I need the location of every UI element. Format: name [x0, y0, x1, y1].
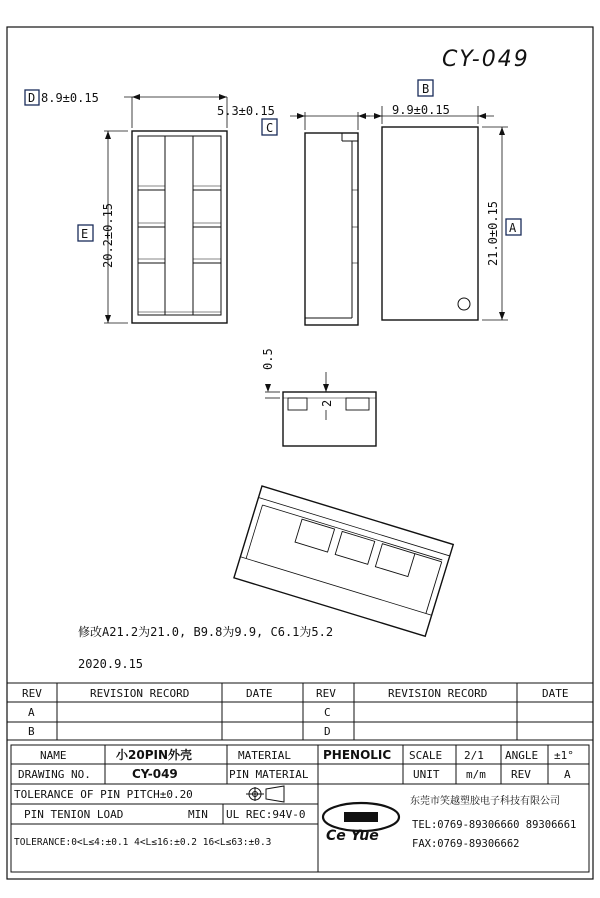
angle-label: ANGLE [505, 749, 539, 762]
dim-e [78, 131, 128, 323]
pin-material-label: PIN MATERIAL [229, 768, 309, 781]
drawing-title: CY-049 [442, 47, 530, 72]
rev-row-b: B [28, 725, 35, 738]
dim-slot-depth: 2 [320, 399, 334, 407]
dim-c-value: 5.3±0.15 [217, 104, 275, 118]
name-value: 小20PIN外壳 [116, 748, 193, 762]
drawing-no-value: CY-049 [132, 767, 178, 781]
front-view [132, 131, 227, 323]
rev-row-d: D [324, 725, 331, 738]
revision-date: 2020.9.15 [78, 657, 144, 671]
dim-e-label: E [81, 227, 89, 241]
back-view [382, 127, 478, 320]
unit-label: UNIT [413, 768, 440, 781]
dim-c [217, 104, 370, 135]
angle-value: ±1° [554, 749, 574, 762]
rev-value: A [564, 768, 571, 781]
pin-pitch-label: TOLERANCE OF PIN PITCH±0.20 [14, 788, 193, 801]
rev-date-header-2: DATE [542, 687, 569, 700]
pin-tension-label: PIN TENION LOAD [24, 808, 124, 821]
rev-row-a: A [28, 706, 35, 719]
tolerance-text: TOLERANCE:0<L≤4:±0.1 4<L≤16:±0.2 16<L≤63:±0.3 [14, 837, 272, 848]
company-fax: FAX:0769-89306662 [412, 838, 520, 850]
rev-record-header-2: REVISION RECORD [388, 687, 488, 700]
dim-a [482, 127, 521, 320]
revision-note: 修改A21.2为21.0, B9.8为9.9, C6.1为5.2 [78, 625, 334, 639]
dim-d [25, 90, 227, 128]
rev-row-c: C [324, 706, 331, 719]
dim-d-label: D [28, 91, 36, 105]
dim-a-label: A [509, 221, 517, 235]
dim-b-label: B [422, 82, 430, 96]
projection-symbol-icon [246, 786, 284, 802]
unit-value: m/m [466, 768, 486, 781]
side-view [305, 133, 358, 325]
company-logo [323, 803, 399, 844]
dim-e-value: 20.2±0.15 [101, 202, 115, 268]
rev-record-header-1: REVISION RECORD [90, 687, 190, 700]
section-view [261, 348, 376, 446]
scale-label: SCALE [409, 749, 443, 762]
isometric-view [234, 486, 453, 636]
rev-header-2: REV [316, 687, 336, 700]
logo-letters: Ce Yue [326, 828, 379, 844]
name-label: NAME [40, 749, 67, 762]
rev-label: REV [511, 768, 531, 781]
dim-d-value: 8.9±0.15 [41, 91, 99, 105]
dim-b-value: 9.9±0.15 [392, 103, 450, 117]
dim-b [366, 80, 494, 124]
material-label: MATERIAL [238, 749, 291, 762]
pin-tension-value: MIN [188, 808, 208, 821]
dim-slot-top: 0.5 [261, 348, 275, 370]
company-name: 东莞市笑越塑胶电子科技有限公司 [410, 796, 560, 807]
rev-header-1: REV [22, 687, 42, 700]
dim-c-label: C [266, 121, 274, 135]
drawing-no-label: DRAWING NO. [18, 768, 91, 781]
dim-a-value: 21.0±0.15 [486, 200, 500, 266]
scale-value: 2/1 [464, 749, 484, 762]
company-tel: TEL:0769-89306660 89306661 [412, 819, 577, 831]
rev-date-header-1: DATE [246, 687, 273, 700]
material-value: PHENOLIC [323, 748, 392, 762]
ul-label: UL REC:94V-0 [226, 808, 306, 821]
